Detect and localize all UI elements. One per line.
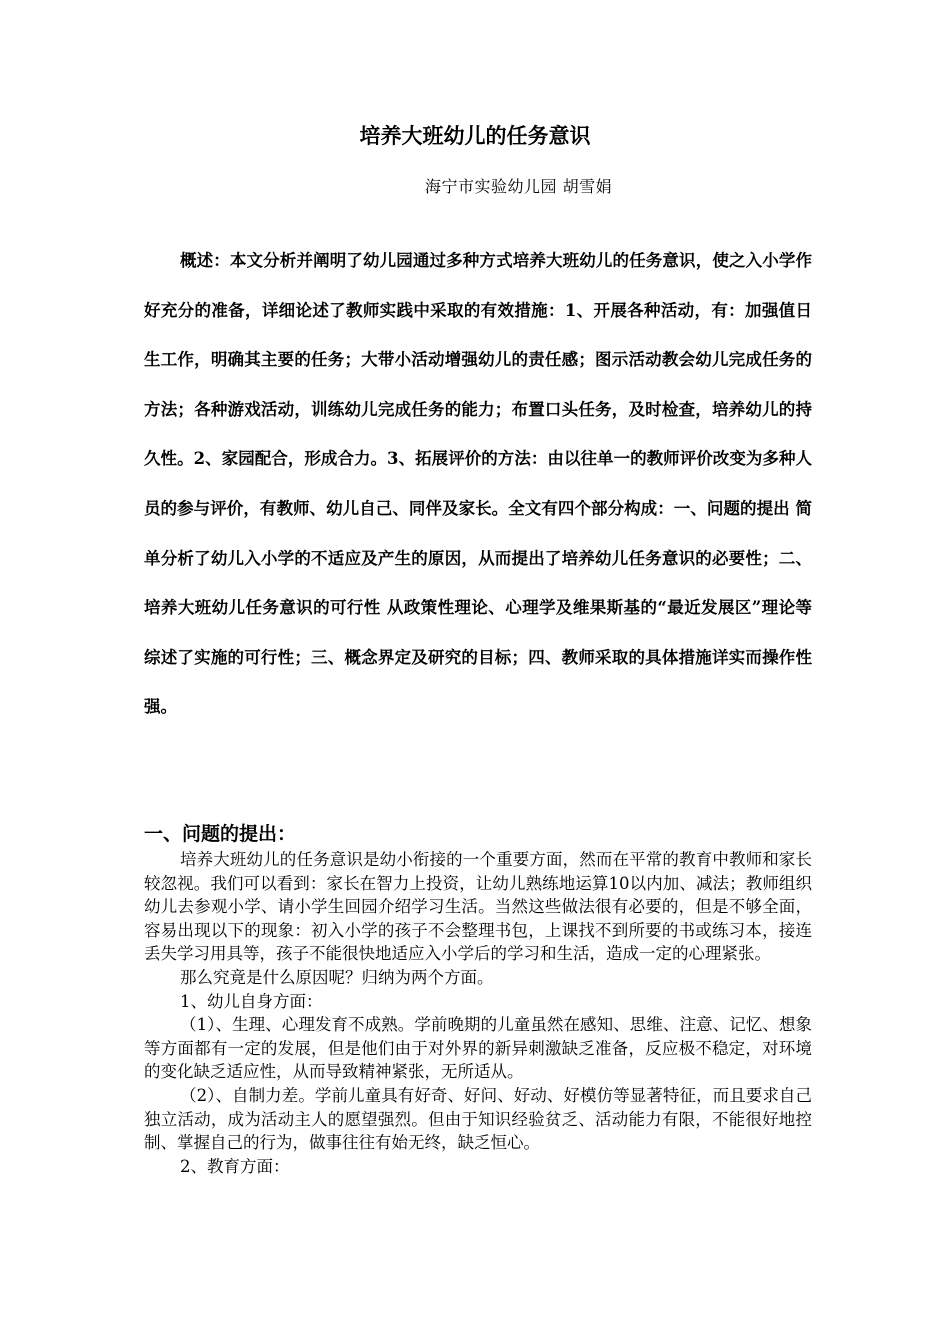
section-body bbox=[144, 848, 812, 1178]
body-paragraph: 培养大班幼儿的任务意识是幼小衔接的一个重要方面，然而在平常的教育中教师和家长较忽视。我们可以看到：家长在智力上投资，让幼儿熟练地运算10以内加、减法；教师组织幼儿去参观小学、请小学生回园介绍学习生活。当然这些做法很有必要的，但是不够全面，容易出现以下的现象：初入小学的孩子不会整理书包，上课找不到所要的书或练习本，接连丢失学习用具等，孩子不能很快地适应入小学后的学习和生活，造成一定的心理紧张。 bbox=[144, 850, 812, 964]
document-title: 培养大班幼儿的任务意识 bbox=[359, 124, 591, 148]
body-paragraph: 1、幼儿自身方面： bbox=[180, 991, 323, 1011]
body-paragraph: （1）、生理、心理发育不成熟。学前晚期的儿童虽然在感知、思维、注意、记忆、想象等方面都有一定的发展，但是他们由于对外界的新异刺激缺乏准备，反应极不稳定，对环境的变化缺乏适应性，从而导致精神紧张，无所适从。 bbox=[144, 1015, 812, 1082]
body-paragraph: （2）、自制力差。学前儿童具有好奇、好问、好动、好模仿等显著特征，而且要求自己独立活动，成为活动主人的愿望强烈。但由于知识经验贫乏、活动能力有限，不能很好地控制、掌握自己的行为，做事往往有始无终，缺乏恒心。 bbox=[144, 1085, 812, 1153]
body-paragraph: 2、教育方面： bbox=[180, 1156, 290, 1176]
abstract-paragraph: 概述：本文分析并阐明了幼儿园通过多种方式培养大班幼儿的任务意识，使之入小学作好充分的准备，详细论述了教师实践中采取的有效措施：1、开展各种活动，有：加强值日生工作，明确其主要的任务；大带小活动增强幼儿的责任感；图示活动教会幼儿完成任务的方法；各种游戏活动，训练幼儿完成任务的能力；布置口头任务，及时检查，培养幼儿的持久性。2、家园配合，形成合力。3、拓展评价的方法：由以往单一的教师评价改变为多种人员的参与评价，有教师、幼儿自己、同伴及家长。全文有四个部分构成：一、问题的提出 简单分析了幼儿入小学的不适应及产生的原因，从而提出了培养幼儿任务意识的必要性；二、培养大班幼儿任务意识的可行性 从政策性理论、心理学及维果斯基的“最近发展区”理论等综述了实施的可行性；三、概念界定及研究的目标；四、教师采取的具体措施详实而操作性强。 bbox=[144, 251, 812, 717]
body-paragraph: 那么究竟是什么原因呢？归纳为两个方面。 bbox=[180, 967, 494, 987]
author-byline: 海宁市实验幼儿园 胡雪娟 bbox=[425, 177, 613, 196]
section-heading: 一、问题的提出： bbox=[144, 823, 297, 845]
